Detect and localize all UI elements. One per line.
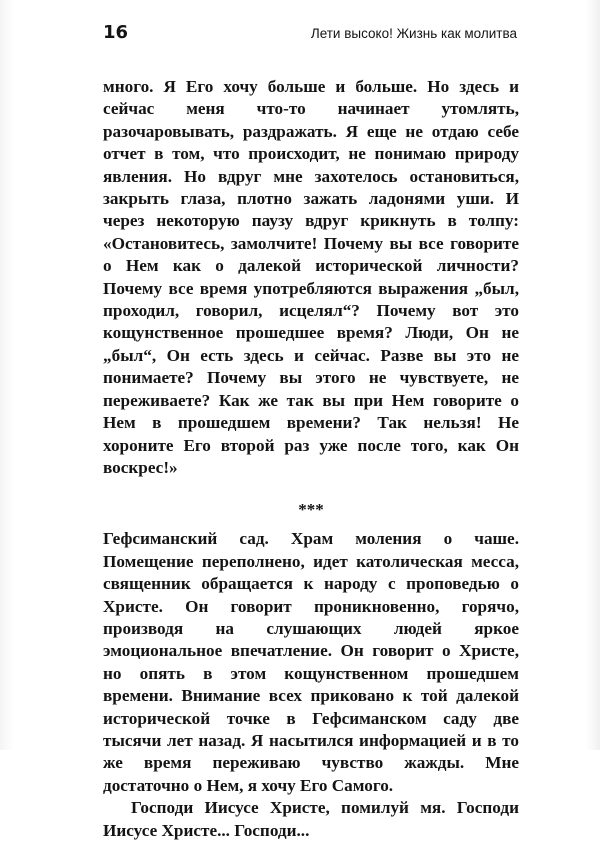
page-header xyxy=(103,22,517,46)
page-number: 16 xyxy=(103,22,129,43)
page-edge-right xyxy=(586,0,600,750)
page-edge-left xyxy=(0,0,14,750)
page-body xyxy=(103,76,519,842)
paragraph-gethsemane: Гефсиманский сад. Храм моления о чаше. Помещение переполнено, идет католическая месса, священник обращается к народу с проповедью о Христе. Он говорит проникновенно, горячо, производя на слушающих людей яркое эмоциональное впечатление. Он говорит о Христе, но опять в этом кощунственном прошедшем времени. Внимание всех приковано к той далекой исторической точке в Гефсиманском саду две тысячи лет назад. Я насытился информацией и в то же время переживаю чувство жажды. Мне достаточно о Нем, я хочу Его Самого. xyxy=(103,529,519,795)
paragraph-continued: много. Я Его хочу больше и больше. Но здесь и сейчас меня что-то начинает утомлять, разочаровывать, раздражать. Я еще не отдаю себе отчет в том, что происходит, не понимаю природу явления. Но вдруг мне захотелось остановиться, закрыть глаза, плотно зажать ладонями уши. И через некоторую паузу вдруг крикнуть в толпу: «Остановитесь, замолчите! Почему вы все говорите о Нем как о далекой исторической личности? Почему все время употребляются выражения „был, проходил, говорил, исцелял“? Почему вот это кощунственное прошедшее время? Люди, Он не „был“, Он есть здесь и сейчас. Разве вы это не понимаете? Почему вы этого не чувствуете, не переживаете? Как же так вы при Нем говорите о Нем в прошедшем времени? Так нельзя! Не хороните Его второй раз уже после того, как Он воскрес!» xyxy=(103,77,519,477)
running-title: Лети высоко! Жизнь как молитва xyxy=(310,26,517,41)
section-separator: *** xyxy=(298,500,324,520)
paragraph-prayer: Господи Иисусе Христе, помилуй мя. Господи Иисусе Христе... Господи... xyxy=(103,798,519,840)
